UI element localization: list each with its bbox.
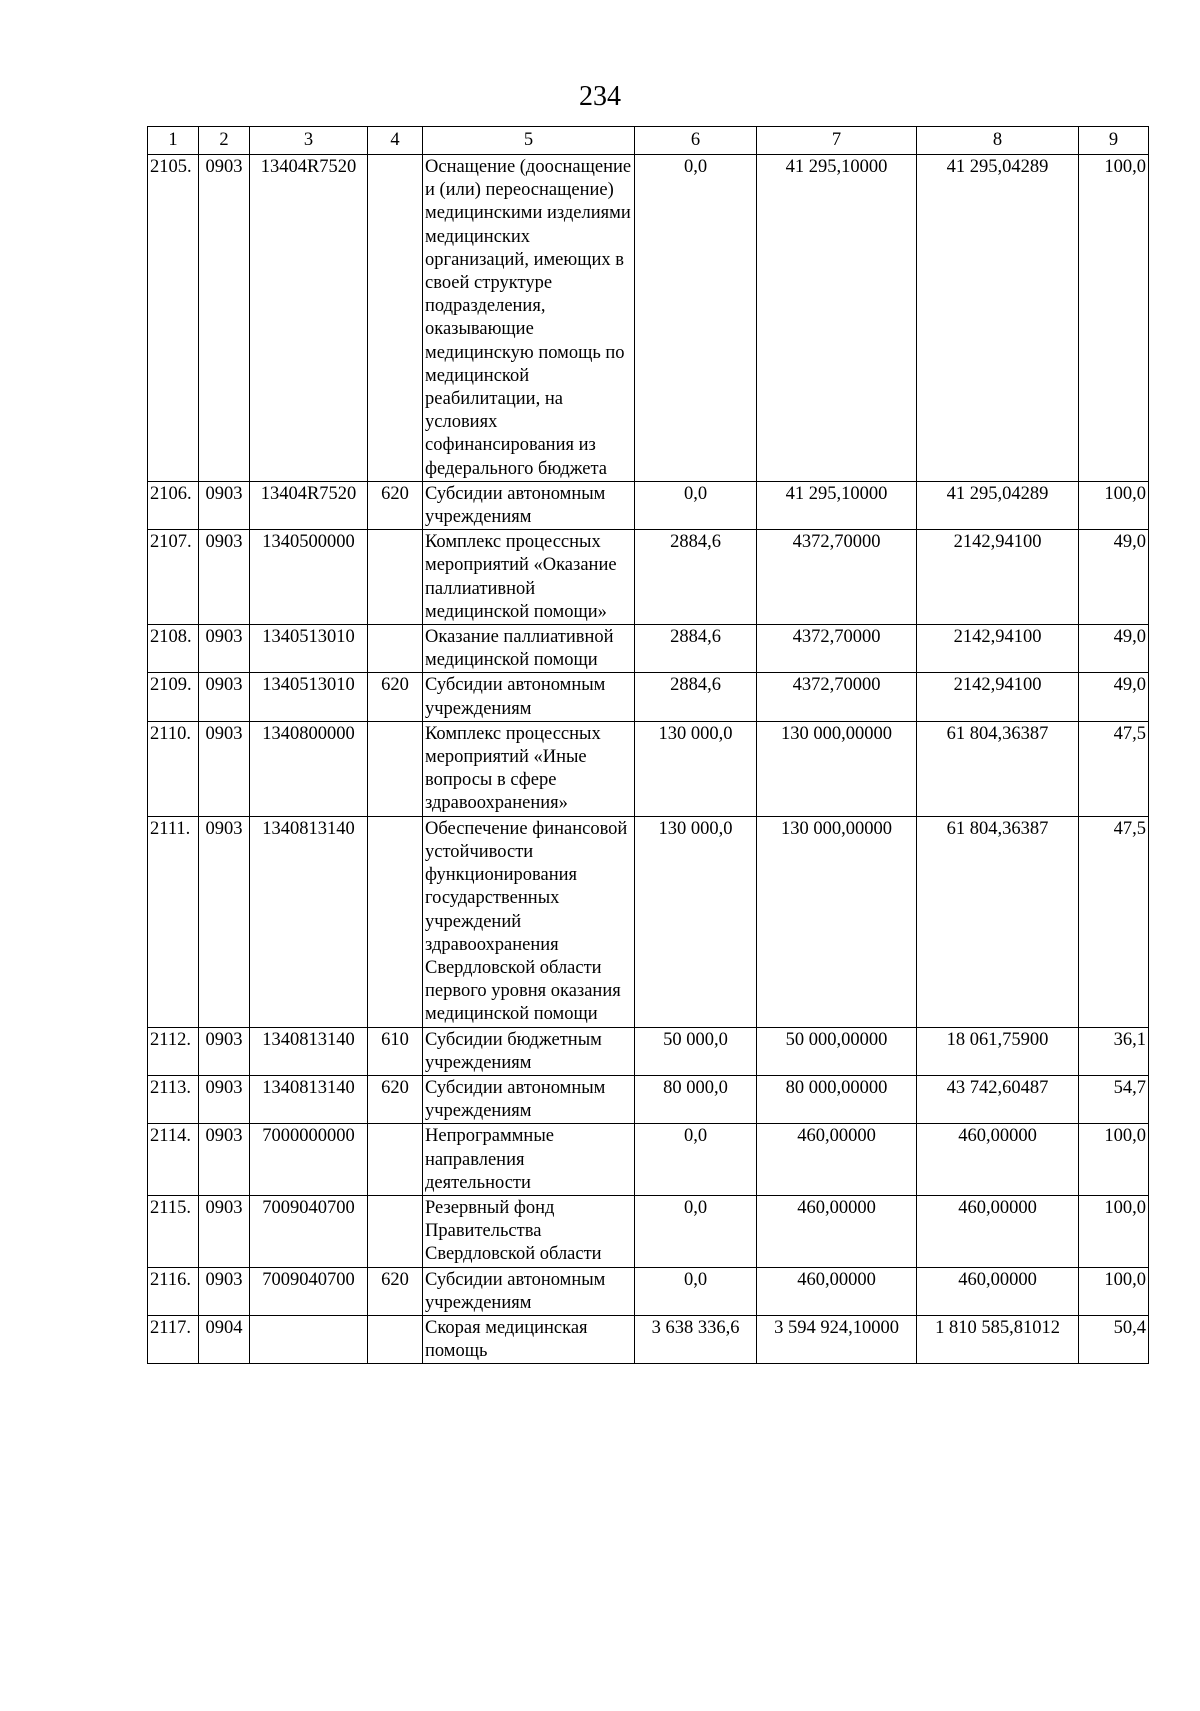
column-header-article-code: 3 [250, 127, 368, 155]
cell-revised-plan: 130 000,00000 [757, 816, 917, 1027]
cell-expense-type [368, 530, 423, 625]
cell-revised-plan: 4372,70000 [757, 625, 917, 673]
cell-article-code: 1340813140 [250, 1075, 368, 1123]
cell-expense-type: 620 [368, 1075, 423, 1123]
cell-execution-percent: 47,5 [1079, 816, 1149, 1027]
cell-expense-type [368, 816, 423, 1027]
table-row [148, 481, 1149, 529]
table-row [148, 816, 1149, 1027]
cell-approved-plan: 50 000,0 [635, 1027, 757, 1075]
cell-row-number: 2113. [148, 1075, 199, 1123]
cell-expense-type [368, 155, 423, 482]
cell-revised-plan: 130 000,00000 [757, 721, 917, 816]
cell-row-number: 2112. [148, 1027, 199, 1075]
column-header-revised-plan: 7 [757, 127, 917, 155]
table-row [148, 1124, 1149, 1196]
cell-executed: 2142,94100 [917, 625, 1079, 673]
cell-revised-plan: 460,00000 [757, 1124, 917, 1196]
cell-name: Непрограммные направления деятельности [423, 1124, 635, 1196]
cell-execution-percent: 100,0 [1079, 155, 1149, 482]
cell-name: Обеспечение финансовой устойчивости функционирования государственных учреждений здравоохранения Свердловской области первого уровня оказания медицинской помощи [423, 816, 635, 1027]
cell-article-code: 1340513010 [250, 673, 368, 721]
cell-row-number: 2111. [148, 816, 199, 1027]
cell-expense-type [368, 1195, 423, 1267]
cell-article-code: 1340813140 [250, 1027, 368, 1075]
table-row [148, 1027, 1149, 1075]
cell-row-number: 2109. [148, 673, 199, 721]
cell-section-code: 0903 [199, 673, 250, 721]
cell-executed: 460,00000 [917, 1267, 1079, 1315]
cell-execution-percent: 100,0 [1079, 1124, 1149, 1196]
cell-section-code: 0903 [199, 1267, 250, 1315]
cell-revised-plan: 80 000,00000 [757, 1075, 917, 1123]
cell-row-number: 2105. [148, 155, 199, 482]
cell-expense-type: 620 [368, 673, 423, 721]
column-header-executed: 8 [917, 127, 1079, 155]
cell-execution-percent: 49,0 [1079, 673, 1149, 721]
cell-article-code: 13404R7520 [250, 155, 368, 482]
cell-approved-plan: 130 000,0 [635, 816, 757, 1027]
header-row [148, 127, 1149, 155]
cell-approved-plan: 2884,6 [635, 673, 757, 721]
cell-approved-plan: 0,0 [635, 1124, 757, 1196]
cell-executed: 2142,94100 [917, 673, 1079, 721]
cell-name: Оснащение (дооснащение и (или) переоснащение) медицинскими изделиями медицинских организаций, имеющих в своей структуре подразделения, оказывающие медицинскую помощь по медицинской реабилитации, на условиях софинансирования из федерального бюджета [423, 155, 635, 482]
cell-article-code: 7009040700 [250, 1195, 368, 1267]
page-number: 234 [579, 81, 621, 112]
cell-expense-type [368, 1124, 423, 1196]
cell-section-code: 0903 [199, 155, 250, 482]
cell-revised-plan: 460,00000 [757, 1195, 917, 1267]
cell-section-code: 0903 [199, 1124, 250, 1196]
cell-execution-percent: 100,0 [1079, 481, 1149, 529]
cell-revised-plan: 4372,70000 [757, 530, 917, 625]
cell-name: Оказание паллиативной медицинской помощи [423, 625, 635, 673]
cell-row-number: 2116. [148, 1267, 199, 1315]
table-row [148, 673, 1149, 721]
cell-article-code: 7009040700 [250, 1267, 368, 1315]
cell-section-code: 0903 [199, 530, 250, 625]
cell-name: Резервный фонд Правительства Свердловской области [423, 1195, 635, 1267]
cell-execution-percent: 100,0 [1079, 1195, 1149, 1267]
cell-execution-percent: 49,0 [1079, 530, 1149, 625]
cell-section-code: 0903 [199, 721, 250, 816]
cell-revised-plan: 4372,70000 [757, 673, 917, 721]
cell-executed: 18 061,75900 [917, 1027, 1079, 1075]
cell-expense-type: 610 [368, 1027, 423, 1075]
cell-article-code: 1340513010 [250, 625, 368, 673]
cell-executed: 43 742,60487 [917, 1075, 1079, 1123]
column-header-expense-type: 4 [368, 127, 423, 155]
table-row [148, 1075, 1149, 1123]
cell-article-code [250, 1315, 368, 1363]
cell-expense-type: 620 [368, 1267, 423, 1315]
cell-row-number: 2117. [148, 1315, 199, 1363]
cell-section-code: 0903 [199, 1075, 250, 1123]
cell-execution-percent: 36,1 [1079, 1027, 1149, 1075]
cell-revised-plan: 41 295,10000 [757, 481, 917, 529]
cell-executed: 41 295,04289 [917, 155, 1079, 482]
cell-expense-type: 620 [368, 481, 423, 529]
column-header-execution-percent: 9 [1079, 127, 1149, 155]
cell-article-code: 13404R7520 [250, 481, 368, 529]
cell-section-code: 0903 [199, 481, 250, 529]
cell-expense-type [368, 721, 423, 816]
table-row [148, 625, 1149, 673]
cell-executed: 61 804,36387 [917, 816, 1079, 1027]
cell-executed: 460,00000 [917, 1124, 1079, 1196]
cell-name: Субсидии автономным учреждениям [423, 1267, 635, 1315]
cell-revised-plan: 460,00000 [757, 1267, 917, 1315]
cell-approved-plan: 80 000,0 [635, 1075, 757, 1123]
cell-article-code: 1340800000 [250, 721, 368, 816]
cell-name: Комплекс процессных мероприятий «Иные вопросы в сфере здравоохранения» [423, 721, 635, 816]
cell-section-code: 0903 [199, 625, 250, 673]
cell-row-number: 2108. [148, 625, 199, 673]
budget-table [147, 126, 1149, 1364]
table-row [148, 530, 1149, 625]
table-row [148, 1267, 1149, 1315]
cell-expense-type [368, 625, 423, 673]
cell-name: Субсидии автономным учреждениям [423, 1075, 635, 1123]
table-row [148, 1315, 1149, 1363]
cell-article-code: 7000000000 [250, 1124, 368, 1196]
cell-name: Скорая медицинская помощь [423, 1315, 635, 1363]
cell-row-number: 2114. [148, 1124, 199, 1196]
table-row [148, 721, 1149, 816]
column-header-name: 5 [423, 127, 635, 155]
cell-executed: 2142,94100 [917, 530, 1079, 625]
cell-executed: 41 295,04289 [917, 481, 1079, 529]
cell-execution-percent: 100,0 [1079, 1267, 1149, 1315]
cell-revised-plan: 3 594 924,10000 [757, 1315, 917, 1363]
cell-approved-plan: 2884,6 [635, 530, 757, 625]
cell-section-code: 0903 [199, 816, 250, 1027]
cell-name: Комплекс процессных мероприятий «Оказание паллиативной медицинской помощи» [423, 530, 635, 625]
cell-section-code: 0904 [199, 1315, 250, 1363]
cell-execution-percent: 50,4 [1079, 1315, 1149, 1363]
cell-revised-plan: 41 295,10000 [757, 155, 917, 482]
column-header-approved-plan: 6 [635, 127, 757, 155]
cell-row-number: 2110. [148, 721, 199, 816]
cell-execution-percent: 54,7 [1079, 1075, 1149, 1123]
cell-approved-plan: 0,0 [635, 1267, 757, 1315]
cell-approved-plan: 0,0 [635, 481, 757, 529]
cell-executed: 1 810 585,81012 [917, 1315, 1079, 1363]
cell-approved-plan: 0,0 [635, 1195, 757, 1267]
cell-execution-percent: 49,0 [1079, 625, 1149, 673]
table-row [148, 1195, 1149, 1267]
cell-row-number: 2107. [148, 530, 199, 625]
cell-article-code: 1340813140 [250, 816, 368, 1027]
cell-name: Субсидии автономным учреждениям [423, 481, 635, 529]
cell-approved-plan: 130 000,0 [635, 721, 757, 816]
column-header-section-code: 2 [199, 127, 250, 155]
table-body [148, 155, 1149, 1364]
cell-revised-plan: 50 000,00000 [757, 1027, 917, 1075]
cell-section-code: 0903 [199, 1027, 250, 1075]
cell-name: Субсидии автономным учреждениям [423, 673, 635, 721]
cell-row-number: 2115. [148, 1195, 199, 1267]
column-header-row-number: 1 [148, 127, 199, 155]
cell-article-code: 1340500000 [250, 530, 368, 625]
cell-approved-plan: 2884,6 [635, 625, 757, 673]
cell-approved-plan: 0,0 [635, 155, 757, 482]
cell-approved-plan: 3 638 336,6 [635, 1315, 757, 1363]
cell-executed: 61 804,36387 [917, 721, 1079, 816]
cell-section-code: 0903 [199, 1195, 250, 1267]
cell-expense-type [368, 1315, 423, 1363]
cell-execution-percent: 47,5 [1079, 721, 1149, 816]
cell-row-number: 2106. [148, 481, 199, 529]
table-row [148, 155, 1149, 482]
cell-name: Субсидии бюджетным учреждениям [423, 1027, 635, 1075]
cell-executed: 460,00000 [917, 1195, 1079, 1267]
